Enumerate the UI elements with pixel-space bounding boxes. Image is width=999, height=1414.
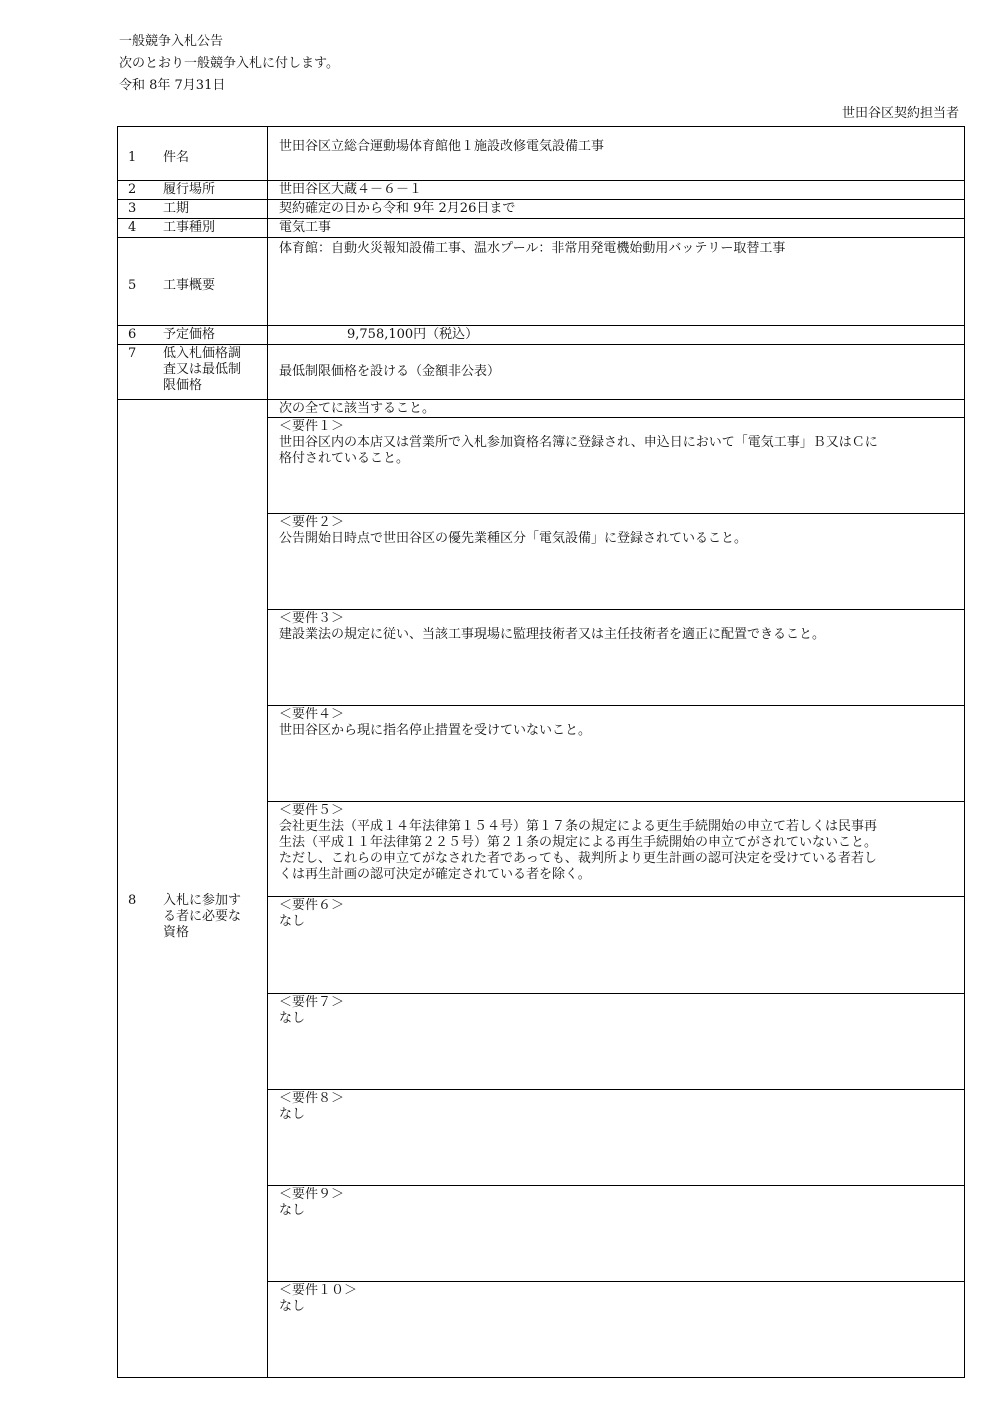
row-value: 契約確定の日から令和 9年 2月26日まで	[279, 201, 516, 216]
row-divider	[118, 199, 964, 200]
row-number: 3	[128, 201, 137, 216]
row-number: 7	[128, 346, 137, 361]
requirement-divider	[267, 1089, 964, 1090]
requirement-text: 会社更生法（平成１４年法律第１５４号）第１７条の規定による更生手続開始の申立て若しくは民事再生法（平成１１年法律第２２５号）第２１条の規定による再生手続開始の申立てがされていないこと。ただし、これらの申立てがなされた者であっても、裁判所より更生計画の認可決定を受けている者若しくは再生計画の認可決定が確定されている者を除く。	[279, 819, 878, 882]
requirement-title: ＜要件２＞	[279, 515, 345, 530]
row-divider	[118, 180, 964, 181]
row-divider	[118, 237, 964, 238]
requirement-title: ＜要件７＞	[279, 995, 345, 1010]
row-divider	[118, 218, 964, 219]
requirement-divider	[267, 896, 964, 897]
row-label: 工事種別	[163, 220, 216, 235]
row-number: 1	[128, 150, 137, 165]
requirement-3	[279, 611, 889, 643]
row-label: 件名	[163, 150, 190, 165]
row-divider	[118, 399, 964, 400]
requirement-divider	[267, 417, 964, 418]
requirement-1	[279, 419, 889, 467]
row-label: 入札に参加する者に必要な資格	[163, 893, 242, 940]
requirement-8	[279, 1091, 889, 1123]
requirement-text: 公告開始日時点で世田谷区の優先業種区分「電気設備」に登録されていること。	[279, 531, 748, 546]
requirement-divider	[267, 1185, 964, 1186]
requirement-divider	[267, 993, 964, 994]
requirement-divider	[267, 513, 964, 514]
row-number: 8	[128, 893, 137, 908]
requirement-6	[279, 898, 889, 930]
requirement-text: 世田谷区内の本店又は営業所で入札参加資格名簿に登録され、申込日において「電気工事」Ｂ又はＣに格付されていること。	[279, 435, 878, 466]
issuer: 世田谷区契約担当者	[841, 106, 959, 121]
requirement-7	[279, 995, 889, 1027]
row-label: 低入札価格調査又は最低制限価格	[163, 346, 242, 393]
requirement-title: ＜要件６＞	[279, 898, 345, 913]
row-value: 電気工事	[279, 220, 332, 235]
row-number: 4	[128, 220, 137, 235]
row-value: 世田谷区立総合運動場体育館他１施設改修電気設備工事	[279, 139, 605, 154]
requirement-text: 建設業法の規定に従い、当該工事現場に監理技術者又は主任技術者を適正に配置できること。	[279, 627, 826, 642]
row-label: 予定価格	[163, 327, 216, 342]
requirement-text: なし	[279, 1011, 306, 1026]
requirement-title: ＜要件９＞	[279, 1187, 345, 1202]
row-label: 履行場所	[163, 182, 216, 197]
bid-info-table	[117, 126, 965, 1378]
requirement-5	[279, 803, 889, 883]
requirement-text: なし	[279, 1299, 306, 1314]
requirement-divider	[267, 609, 964, 610]
column-divider	[267, 127, 268, 1377]
qualification-intro: 次の全てに該当すること。	[279, 401, 436, 416]
row-value: 世田谷区大蔵４－６－１	[279, 182, 423, 197]
requirement-text: 世田谷区から現に指名停止措置を受けていないこと。	[279, 723, 592, 738]
row-label: 工事概要	[163, 278, 216, 293]
row-value: 体育館：自動火災報知設備工事、温水プール：非常用発電機始動用バッテリー取替工事	[279, 241, 786, 256]
row-label: 工期	[163, 201, 190, 216]
requirement-text: なし	[279, 914, 306, 929]
row-value: 最低制限価格を設ける（金額非公表）	[279, 364, 501, 379]
requirement-title: ＜要件３＞	[279, 611, 345, 626]
notice-title: 一般競争入札公告	[119, 34, 224, 49]
notice-date: 令和 8年 7月31日	[119, 78, 226, 93]
requirement-title: ＜要件４＞	[279, 707, 345, 722]
row-number: 6	[128, 327, 137, 342]
requirement-4	[279, 707, 889, 739]
row-divider	[118, 344, 964, 345]
row-number: 2	[128, 182, 137, 197]
requirement-2	[279, 515, 889, 547]
requirement-title: ＜要件８＞	[279, 1091, 345, 1106]
requirement-title: ＜要件５＞	[279, 803, 345, 818]
requirement-divider	[267, 1281, 964, 1282]
row-number: 5	[128, 278, 137, 293]
requirement-title: ＜要件１＞	[279, 419, 345, 434]
row-divider	[118, 325, 964, 326]
requirement-divider	[267, 705, 964, 706]
notice-intro: 次のとおり一般競争入札に付します。	[119, 56, 339, 71]
requirement-title: ＜要件１０＞	[279, 1283, 358, 1298]
requirement-10	[279, 1283, 889, 1315]
requirement-9	[279, 1187, 889, 1219]
requirement-divider	[267, 801, 964, 802]
row-value: 9,758,100円（税込）	[347, 327, 479, 342]
requirement-text: なし	[279, 1107, 306, 1122]
requirement-text: なし	[279, 1203, 306, 1218]
